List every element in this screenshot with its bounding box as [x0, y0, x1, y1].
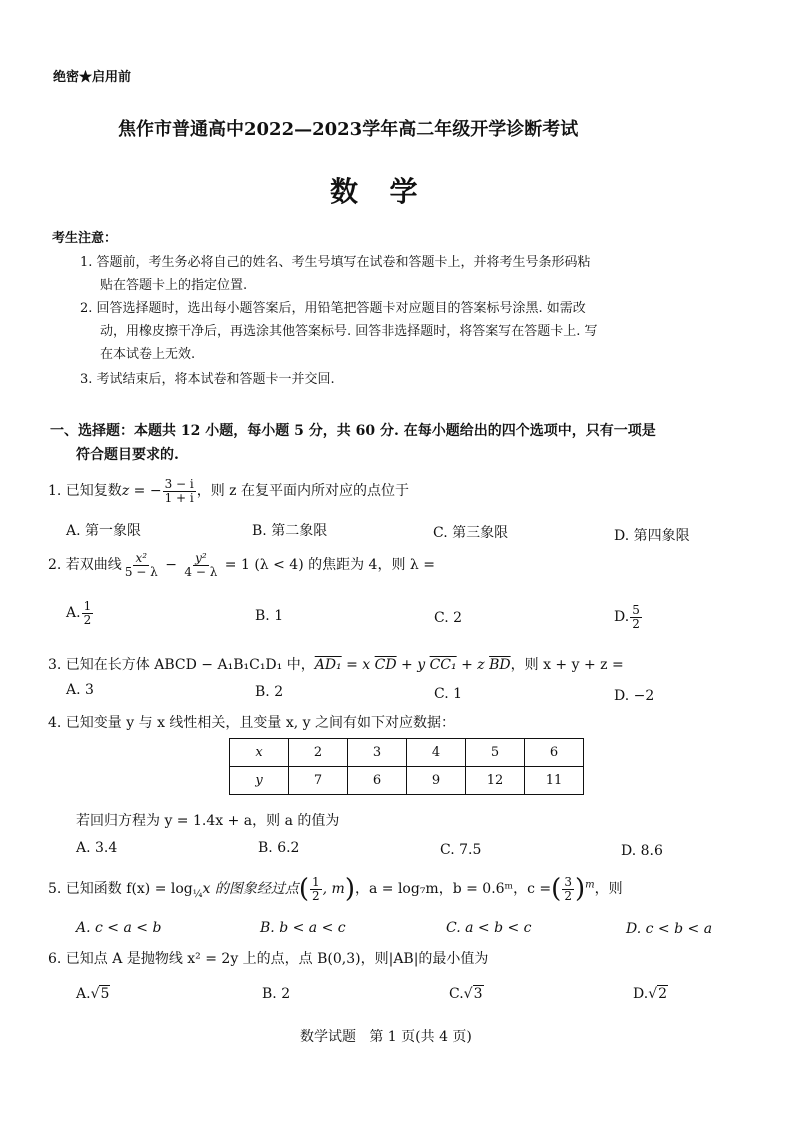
q3-option-a: A. 3: [66, 682, 94, 698]
q3-plus-z: + z: [456, 657, 490, 673]
confidential-label: 绝密★启用前: [53, 70, 132, 85]
q3-vec-cd: $\overline{CD}$: [374, 657, 397, 673]
q5-mid: x 的图象经过点: [202, 881, 299, 897]
q1-option-d: D. 第四象限: [614, 528, 690, 544]
notes-heading: 考生注意：: [52, 231, 118, 246]
q5-c-rparen: ): [574, 874, 586, 904]
q1-fraction: [163, 478, 196, 504]
q3-option-d: D. −2: [614, 688, 655, 704]
q4-option-c: C. 7.5: [440, 842, 482, 858]
q6-c-label: C.: [449, 986, 464, 1002]
q2-option-a: [66, 600, 94, 626]
q2-option-c: C. 2: [434, 610, 463, 626]
q5-log-base: ¼: [192, 888, 203, 900]
note-1b: 贴在答题卡上的指定位置.: [100, 278, 248, 293]
q2-suffix: = 1 (λ < 4) 的焦距为 4，则 λ =: [220, 557, 435, 574]
q2-a-fraction: [82, 600, 94, 626]
q5-option-d: D. c < b < a: [626, 921, 713, 937]
table-cell: 6: [348, 767, 407, 795]
q2-a-num: 1: [83, 599, 92, 613]
q2-option-d: [614, 604, 643, 630]
section-heading-2: 符合题目要求的.: [76, 447, 179, 463]
q1-option-a: A. 第一象限: [66, 523, 142, 539]
q5-rparen: ): [344, 874, 355, 904]
note-2a: 2. 回答选择题时，选出每小题答案后，用铅笔把答题卡对应题目的答案标号涂黑. 如需改: [80, 301, 586, 316]
q5-exponent: m: [585, 879, 595, 891]
q5-c-den: 2: [564, 888, 572, 903]
q3-plus-y: + y: [396, 657, 430, 673]
q5-post2: ，则: [594, 881, 623, 897]
table-cell: 5: [466, 739, 525, 767]
q2-den1: 5 − λ: [124, 564, 158, 579]
q3-option-b: B. 2: [255, 684, 284, 700]
q6-a-radicand: 5: [100, 986, 110, 1002]
table-cell: 6: [525, 739, 584, 767]
q4-followup: 若回归方程为 y = 1.4x + a，则 a 的值为: [76, 813, 340, 829]
q5-post1: ，a = log₇m，b = 0.6ᵐ，c =: [354, 881, 552, 897]
q6-option-b: B. 2: [262, 986, 291, 1002]
exam-title: 焦作市普通高中2022—2023学年高二年级开学诊断考试: [118, 119, 579, 140]
q4-option-a: A. 3.4: [76, 840, 118, 856]
q2-d-den: 2: [632, 616, 640, 631]
q5-c-lparen: (: [551, 874, 562, 904]
question-1: [48, 478, 409, 504]
q1-numerator: 3 − i: [164, 477, 194, 491]
q3-prefix: 3. 已知在长方体 ABCD − A₁B₁C₁D₁ 中，: [48, 657, 315, 673]
q2-fraction-x: [123, 552, 160, 578]
q4-option-d: D. 8.6: [621, 843, 663, 859]
q5-point-fraction: [310, 876, 322, 902]
q5-pt-den: 2: [311, 888, 320, 903]
q6-a-label: A.: [76, 986, 91, 1002]
q6-option-c: C.√3: [449, 986, 483, 1002]
q5-option-a: A. c < a < b: [76, 920, 162, 936]
table-cell: 12: [466, 767, 525, 795]
question-3: [48, 654, 624, 674]
q5-pt-tail: , m: [322, 881, 345, 897]
q1-option-b: B. 第二象限: [252, 523, 328, 539]
q1-prefix: 1. 已知复数: [48, 483, 122, 500]
note-2c: 在本试卷上无效.: [100, 347, 196, 362]
q4-data-table: [229, 738, 584, 795]
table-cell: y: [230, 767, 289, 795]
q2-fraction-y: [182, 552, 219, 578]
q6-option-d: D.√2: [633, 986, 668, 1002]
q2-option-b: B. 1: [255, 608, 284, 624]
table-row-x: [230, 739, 584, 767]
q6-option-a: A.√5: [76, 986, 110, 1002]
q3-eq: = x: [341, 657, 375, 673]
q3-vec-ad1: AD₁: [314, 657, 342, 673]
q5-pt-num: 1: [311, 874, 320, 889]
note-1a: 1. 答题前，考生务必将自己的姓名、考生号填写在试卷和答题卡上，并将考生号条形码粘: [80, 255, 591, 270]
q2-minus: −: [160, 557, 182, 574]
question-5: [48, 874, 623, 904]
q3-vec-bd: $\overline{BD}$: [489, 657, 511, 673]
q6-c-radicand: 3: [473, 986, 483, 1002]
q2-prefix: 2. 若双曲线: [48, 557, 122, 574]
q1-lhs: z = −: [121, 483, 162, 500]
table-cell: 3: [348, 739, 407, 767]
table-cell: 7: [289, 767, 348, 795]
note-2b: 动，用橡皮擦干净后，再选涂其他答案标号. 回答非选择题时，将答案写在答题卡上. 写: [100, 324, 598, 339]
q3-suffix: ，则 x + y + z =: [510, 657, 624, 673]
q5-option-c: C. a < b < c: [446, 920, 532, 936]
q2-den2: 4 − λ: [184, 564, 218, 579]
question-2: [48, 552, 435, 578]
q6-d-label: D.: [633, 986, 649, 1002]
q6-d-radicand: 2: [658, 986, 668, 1002]
table-cell: 9: [407, 767, 466, 795]
table-cell: x: [230, 739, 289, 767]
q2-num2: y²: [195, 551, 207, 565]
q3-vec-cc1: CC₁: [429, 657, 457, 673]
q5-prefix: 5. 已知函数 f(x) = log: [48, 881, 193, 897]
q2-d-num: 5: [632, 603, 640, 617]
q1-suffix: ，则 z 在复平面内所对应的点位于: [196, 483, 409, 500]
table-cell: 4: [407, 739, 466, 767]
section-heading-1: 一、选择题：本题共 12 小题，每小题 5 分，共 60 分. 在每小题给出的四个选项中，只有一项是: [50, 423, 656, 439]
q2-d-label: D.: [614, 609, 630, 626]
question-6: 6. 已知点 A 是抛物线 x² = 2y 上的点，点 B(0,3)，则|AB|的最小值为: [48, 951, 489, 967]
q5-lparen: (: [298, 874, 309, 904]
table-cell: 11: [525, 767, 584, 795]
q1-denominator: 1 + i: [164, 490, 194, 505]
q2-a-den: 2: [83, 612, 92, 627]
note-3: 3. 考试结束后，将本试卷和答题卡一并交回.: [80, 372, 335, 387]
q2-a-label: A.: [66, 605, 81, 622]
q5-option-b: B. b < a < c: [260, 920, 346, 936]
subject-title: 数 学: [330, 175, 422, 208]
q3-option-c: C. 1: [434, 686, 463, 702]
q4-option-b: B. 6.2: [258, 840, 300, 856]
q2-num1: x²: [135, 551, 148, 565]
q1-option-c: C. 第三象限: [433, 525, 509, 541]
q2-d-fraction: [630, 604, 642, 630]
question-4: 4. 已知变量 y 与 x 线性相关，且变量 x, y 之间有如下对应数据：: [48, 715, 456, 731]
q5-c-fraction: [562, 876, 574, 902]
table-row-y: [230, 767, 584, 795]
q5-c-num: 3: [564, 874, 572, 889]
page-footer: 数学试题 第 1 页(共 4 页): [300, 1029, 472, 1045]
table-cell: 2: [289, 739, 348, 767]
